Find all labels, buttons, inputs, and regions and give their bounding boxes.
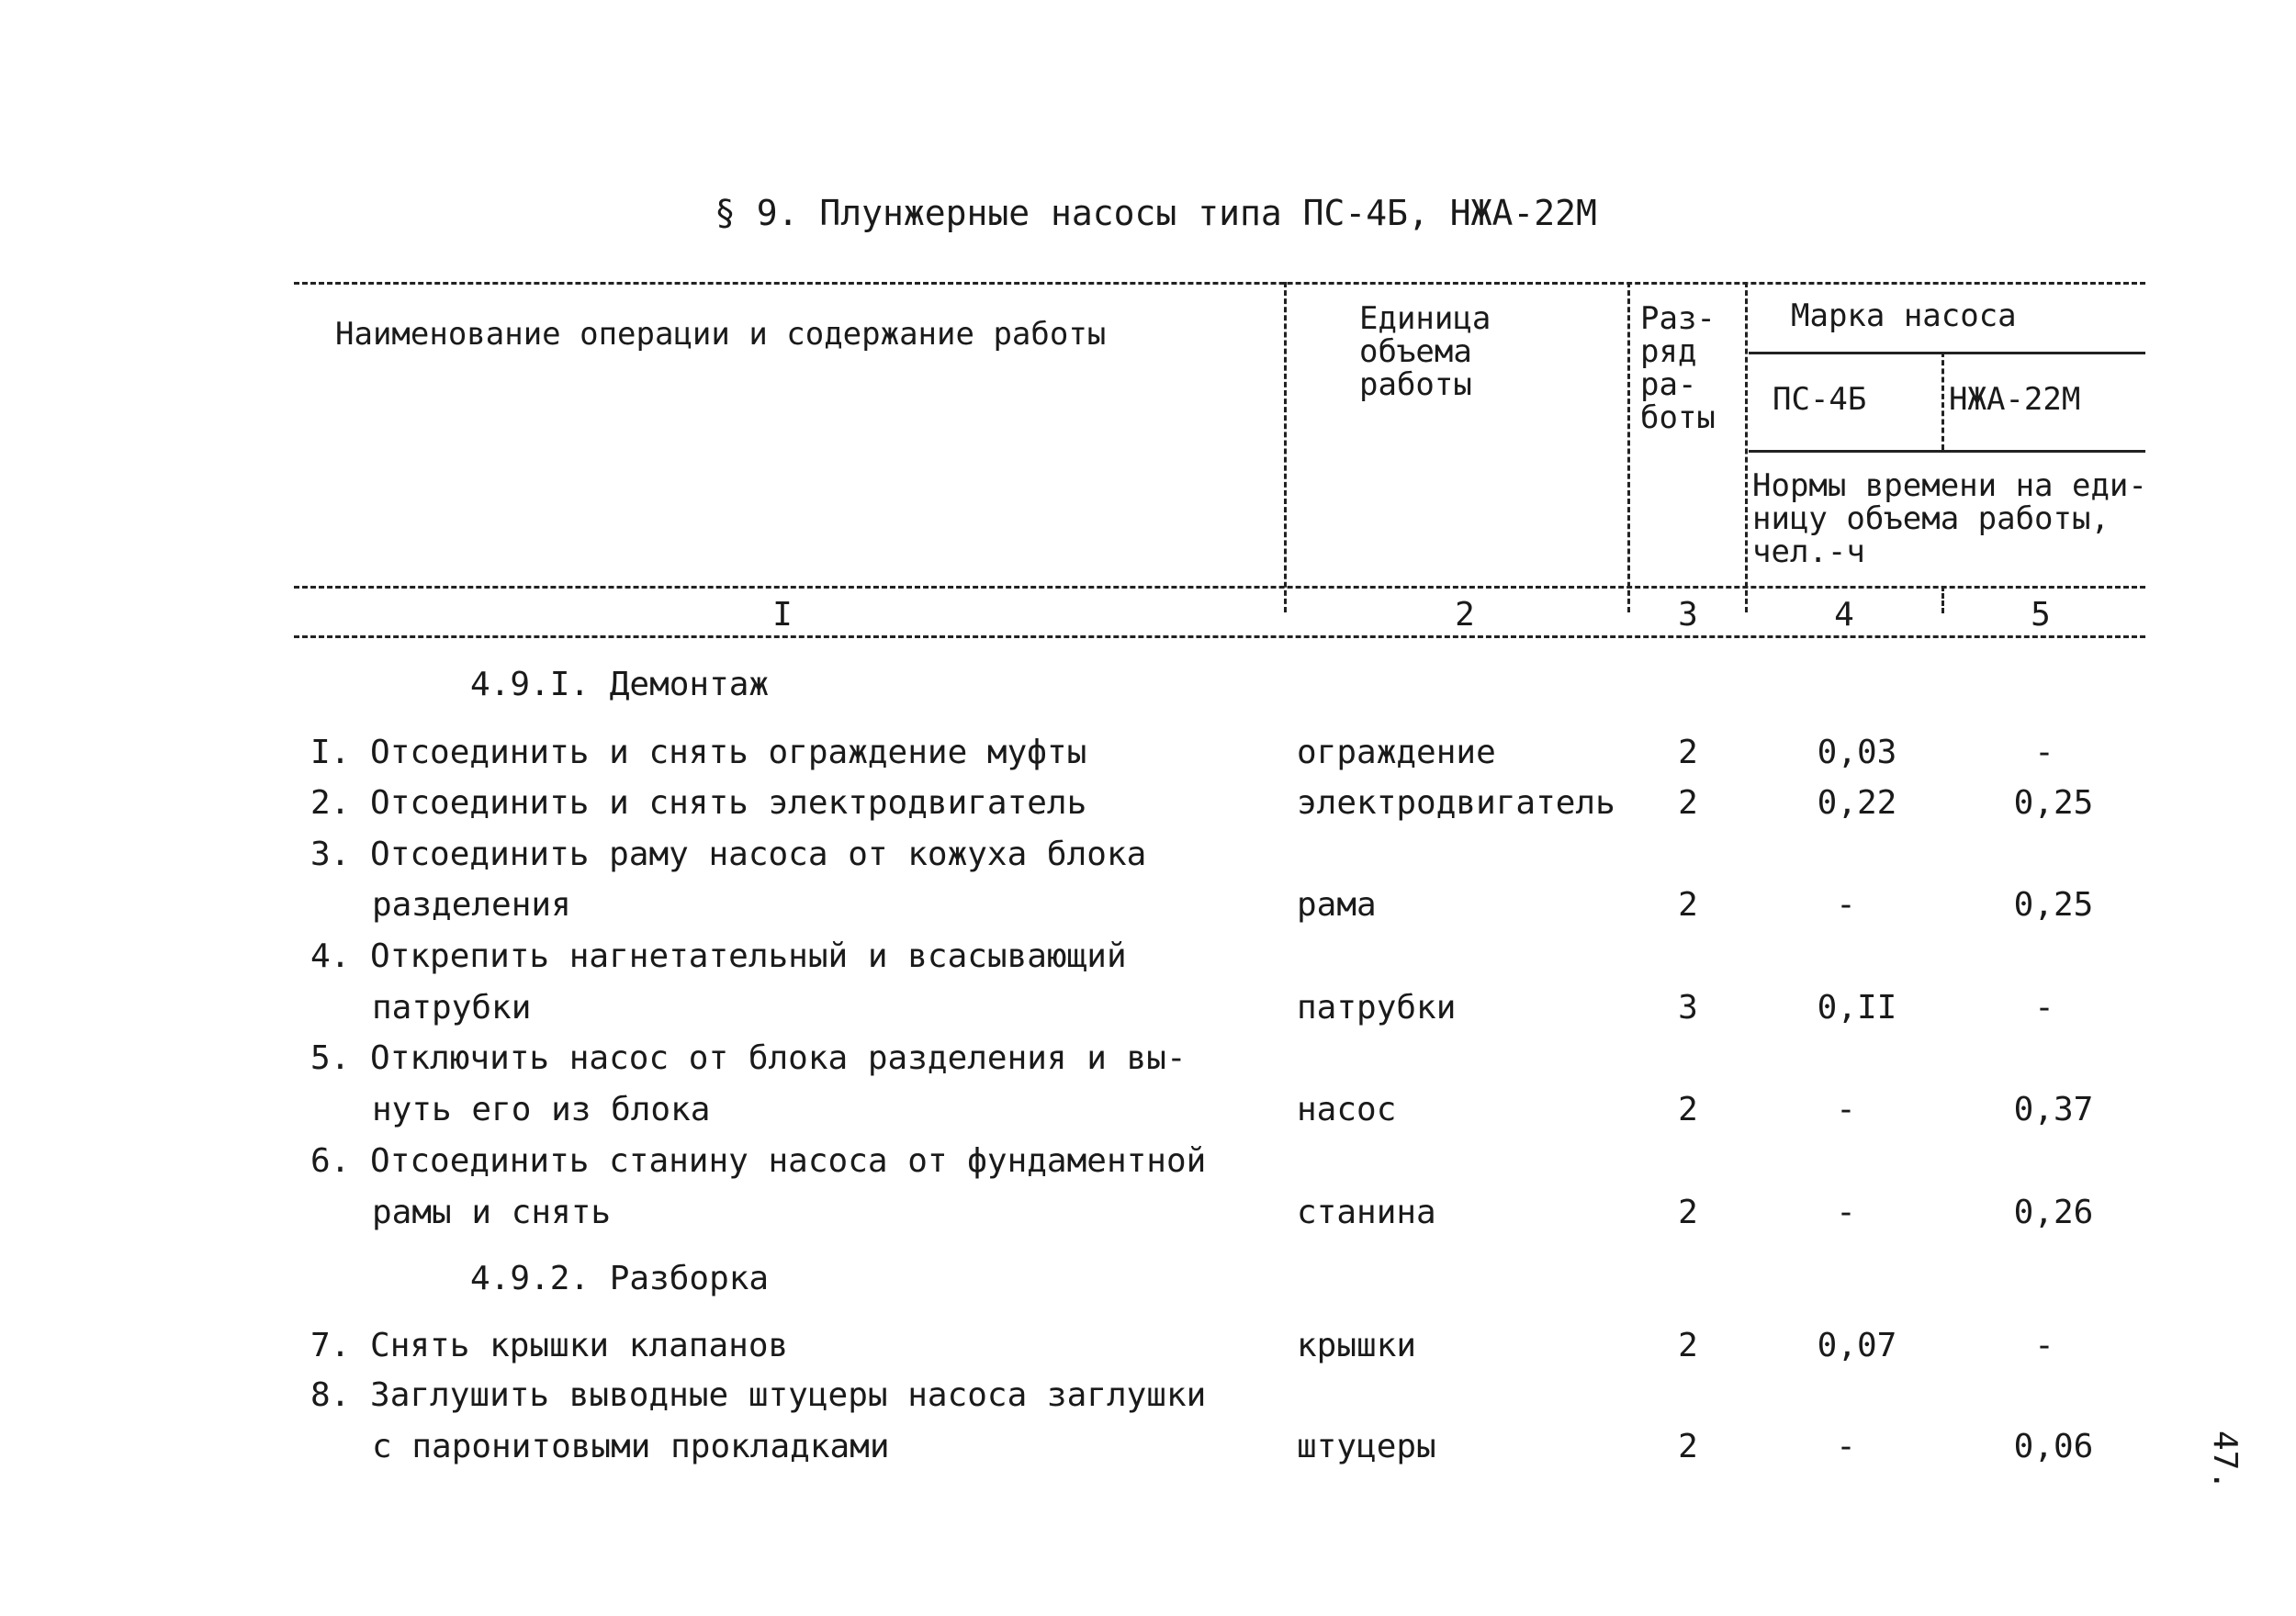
header-norms-line1: Нормы времени на еди- [1752,467,2147,504]
col-number-2: 2 [1455,596,1475,634]
row-4-text-line2: патрубки [372,989,532,1027]
row-5-text-line1: 5. Отключить насос от блока разделения и вы- [310,1039,1187,1077]
row-3-unit: рама [1297,886,1377,924]
divider-unit-grade [1627,282,1630,612]
row-4-unit: патрубки [1297,989,1457,1027]
col-number-5: 5 [2031,596,2051,634]
row-2-unit: электродвигатель [1297,784,1615,822]
row-4-v2: - [2034,989,2054,1027]
row-8-v2: 0,06 [2013,1428,2094,1465]
col-number-4: 4 [1834,596,1854,634]
row-4-grade: 3 [1678,989,1698,1027]
header-pump-1: ПС-4Б [1773,381,1867,418]
header-pump-brand: Марка насоса [1791,297,2017,334]
section-title-disassembly: 4.9.2. Разборка [470,1260,770,1297]
row-7-text: 7. Снять крышки клапанов [310,1327,789,1364]
page-title: § 9. Плунжерные насосы типа ПС-4Б, НЖА-22М [715,193,1597,233]
row-2-grade: 2 [1678,784,1698,822]
header-grade-line3: ра- [1640,366,1697,403]
divider-grade-norms [1745,282,1748,612]
row-3-v1: - [1836,886,1856,924]
row-8-v1: - [1836,1428,1856,1465]
header-grade-line1: Раз- [1640,300,1716,337]
row-3-text-line2: разделения [372,886,571,924]
row-8-grade: 2 [1678,1428,1698,1465]
header-unit-line2: объема [1359,333,1472,370]
header-norms-line2: ницу объема работы, [1752,500,2110,537]
row-2-text: 2. Отсоединить и снять электродвигатель [310,784,1087,822]
row-2-v2: 0,25 [2013,784,2094,822]
row-3-v2: 0,25 [2013,886,2094,924]
row-5-v1: - [1836,1091,1856,1128]
header-grade-line2: ряд [1640,333,1697,370]
row-6-unit: станина [1297,1194,1436,1231]
header-grade-line4: боты [1640,399,1716,436]
row-5-unit: насос [1297,1091,1397,1128]
row-1-grade: 2 [1678,734,1698,771]
row-7-unit: крышки [1297,1327,1417,1364]
row-4-v1: 0,II [1817,989,1897,1027]
row-8-text-line1: 8. Заглушить выводные штуцеры насоса заглушки [310,1376,1207,1414]
divider-pump1-pump2 [1941,352,1944,450]
row-6-grade: 2 [1678,1194,1698,1231]
section-title-dismantling: 4.9.I. Демонтаж [470,666,770,703]
page-number: 47. [2206,1431,2244,1491]
row-1-v2: - [2034,734,2054,771]
row-6-v1: - [1836,1194,1856,1231]
row-4-text-line1: 4. Открепить нагнетательный и всасывающий [310,937,1127,975]
row-5-v2: 0,37 [2013,1091,2094,1128]
row-5-grade: 2 [1678,1091,1698,1128]
divider-col4-col5 [1941,586,1944,613]
col-number-1: I [772,596,793,634]
header-norms-line3: чел.-ч [1752,533,1865,570]
row-3-text-line1: 3. Отсоединить раму насоса от кожуха блока [310,836,1147,873]
row-6-text-line2: рамы и снять [372,1194,612,1231]
pumps-rule [1749,450,2145,453]
header-pump-2: НЖА-22М [1949,381,2081,418]
row-2-v1: 0,22 [1817,784,1897,822]
row-8-unit: штуцеры [1297,1428,1436,1465]
header-name: Наименование операции и содержание работы [335,316,1107,353]
row-7-grade: 2 [1678,1327,1698,1364]
divider-name-unit [1284,282,1287,612]
row-1-v1: 0,03 [1817,734,1897,771]
row-3-grade: 2 [1678,886,1698,924]
table-top-rule [294,282,2145,285]
header-bottom-rule [294,586,2145,589]
row-6-v2: 0,26 [2013,1194,2094,1231]
row-1-unit: ограждение [1297,734,1496,771]
row-5-text-line2: нуть его из блока [372,1091,711,1128]
brand-rule [1749,352,2145,354]
header-unit-line1: Единица [1359,300,1491,337]
row-7-v2: - [2034,1327,2054,1364]
header-unit-line3: работы [1359,366,1472,403]
row-8-text-line2: с паронитовыми прокладками [372,1428,890,1465]
row-1-text: I. Отсоединить и снять ограждение муфты [310,734,1087,771]
row-6-text-line1: 6. Отсоединить станину насоса от фундаментной [310,1142,1207,1180]
col-number-3: 3 [1678,596,1698,634]
row-7-v1: 0,07 [1817,1327,1897,1364]
numbers-bottom-rule [294,635,2145,638]
